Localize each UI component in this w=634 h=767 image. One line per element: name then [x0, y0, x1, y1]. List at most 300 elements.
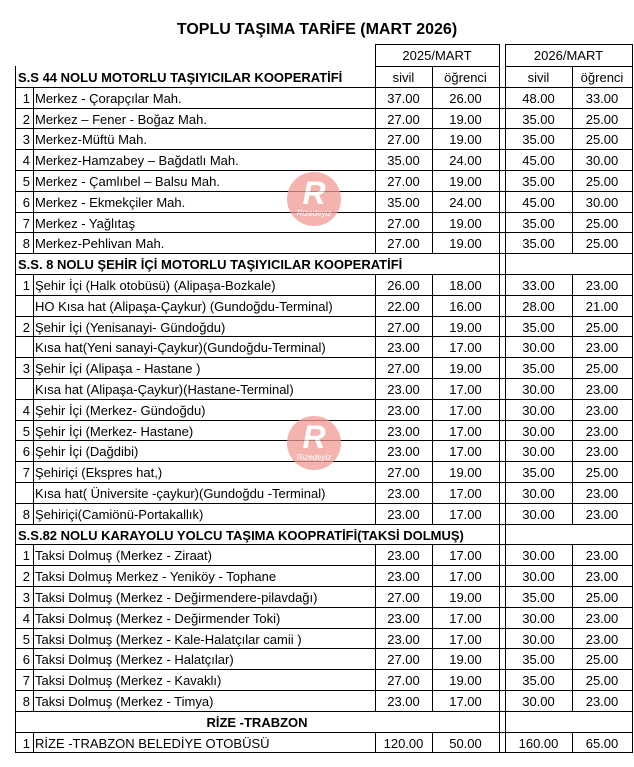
grid-line — [33, 336, 34, 357]
fare-2026-sivil: 35.00 — [522, 673, 555, 689]
grid-line — [505, 711, 506, 732]
fare-2025-sivil: 35.00 — [387, 153, 420, 169]
route-name: Şehiriçi(Camiönü-Portakallık) — [35, 506, 204, 522]
grid-line — [33, 316, 34, 337]
fare-2026-sivil: 30.00 — [522, 444, 555, 460]
column-sivil-header: sivil — [392, 70, 415, 85]
page-title: TOPLU TAŞIMA TARİFE (MART 2026) — [176, 21, 458, 38]
grid-line — [33, 586, 34, 607]
route-name: Merkez-Müftü Mah. — [35, 132, 147, 148]
grid-line — [33, 232, 34, 253]
fare-2026-sivil: 30.00 — [522, 402, 555, 418]
grid-line — [632, 732, 633, 753]
fare-2025-sivil: 27.00 — [387, 236, 420, 252]
fare-2026-ogrenci: 23.00 — [585, 340, 619, 356]
row-number: 4 — [22, 402, 30, 418]
grid-line — [15, 253, 16, 274]
grid-line — [499, 336, 500, 357]
fare-2026-sivil: 35.00 — [522, 319, 555, 335]
fare-2025-ogrenci: 17.00 — [449, 506, 482, 522]
route-name: Kısa hat( Üniversite -çaykur)(Gundoğdu -Terminal) — [35, 486, 326, 501]
row-line — [15, 295, 633, 296]
grid-line — [499, 669, 500, 690]
grid-line — [33, 170, 34, 191]
grid-line — [33, 149, 34, 170]
grid-line — [632, 461, 633, 482]
fare-2025-ogrenci: 19.00 — [449, 652, 482, 668]
grid-line — [632, 607, 633, 628]
row-line — [15, 503, 633, 504]
grid-line — [33, 274, 34, 295]
fare-2026-ogrenci: 23.00 — [585, 548, 619, 564]
fare-2025-ogrenci: 17.00 — [449, 631, 482, 647]
fare-2026-ogrenci: 25.00 — [585, 590, 619, 605]
fare-2025-sivil: 27.00 — [387, 132, 420, 148]
fare-2025-sivil: 27.00 — [387, 174, 420, 189]
grid-line — [499, 232, 500, 253]
route-name: Taksi Dolmuş (Merkez - Kale-Halatçılar camii ) — [35, 631, 302, 647]
grid-line — [499, 357, 500, 378]
fare-2025-sivil: 23.00 — [387, 569, 420, 585]
fare-2025-sivil: 23.00 — [387, 486, 420, 501]
grid-line — [632, 482, 633, 503]
grid-line — [632, 274, 633, 295]
fare-2026-sivil: 35.00 — [522, 652, 555, 668]
grid-line — [632, 232, 633, 253]
fare-2025-sivil: 120.00 — [383, 735, 424, 751]
fare-2026-sivil: 35.00 — [522, 111, 555, 127]
fare-2026-ogrenci: 23.00 — [585, 569, 619, 585]
grid-line — [632, 440, 633, 461]
grid-line — [499, 648, 500, 669]
route-name: Şehir İçi (Halk otobüsü) (Alipaşa-Bozkale) — [35, 278, 276, 293]
grid-line — [505, 524, 506, 545]
grid-line — [33, 357, 34, 378]
grid-line — [632, 149, 633, 170]
grid-line — [632, 690, 633, 711]
grid-line — [632, 503, 633, 524]
row-number: 8 — [22, 694, 30, 709]
row-number: 1 — [22, 90, 30, 106]
grid-line — [632, 128, 633, 149]
fare-2025-ogrenci: 18.00 — [449, 278, 482, 293]
row-number: 1 — [22, 735, 30, 751]
fare-2026-ogrenci: 25.00 — [585, 111, 619, 127]
fare-2026-ogrenci: 23.00 — [585, 486, 619, 501]
grid-line — [632, 378, 633, 399]
grid-line — [499, 399, 500, 420]
fare-2026-sivil: 35.00 — [522, 132, 555, 148]
grid-line — [632, 586, 633, 607]
grid-line — [499, 628, 500, 649]
grid-line — [632, 44, 633, 66]
route-name: Merkez - Çamlıbel – Balsu Mah. — [35, 174, 220, 189]
fare-2026-sivil: 33.00 — [522, 278, 555, 293]
grid-line — [499, 503, 500, 524]
grid-line — [33, 87, 34, 108]
grid-line — [499, 212, 500, 233]
fare-2025-sivil: 27.00 — [387, 590, 420, 605]
grid-line — [15, 66, 16, 87]
fare-2025-ogrenci: 16.00 — [449, 298, 482, 314]
row-number: 6 — [22, 444, 30, 460]
route-name: Taksi Dolmuş (Merkez - Kavaklı) — [35, 673, 222, 689]
fare-2025-ogrenci: 17.00 — [449, 444, 482, 460]
row-number: 7 — [22, 215, 30, 231]
grid-line — [499, 66, 500, 87]
route-name: Şehir İçi (Yenisanayi- Gündoğdu) — [35, 319, 226, 335]
grid-line — [499, 544, 500, 565]
fare-2025-ogrenci: 19.00 — [449, 132, 482, 148]
grid-line — [499, 170, 500, 191]
section-title: S.S 44 NOLU MOTORLU TAŞIYICILAR KOOPERATİFİ — [18, 70, 343, 85]
fare-2026-ogrenci: 23.00 — [585, 631, 619, 647]
grid-line — [33, 295, 34, 316]
fare-2026-ogrenci: 65.00 — [585, 735, 619, 751]
route-name: Kısa hat(Yeni sanayi-Çaykur)(Gundoğdu-Terminal) — [35, 340, 326, 356]
row-line — [15, 149, 633, 150]
row-line — [15, 607, 633, 608]
fare-2026-sivil: 30.00 — [522, 486, 555, 501]
row-number: 7 — [22, 673, 30, 689]
fare-2025-ogrenci: 17.00 — [449, 402, 482, 418]
fare-2025-ogrenci: 50.00 — [449, 735, 482, 751]
grid-line — [632, 648, 633, 669]
row-number: 8 — [22, 236, 30, 252]
fare-2026-sivil: 30.00 — [522, 382, 555, 397]
fare-2026-sivil: 30.00 — [522, 548, 555, 564]
grid-line — [499, 524, 500, 545]
grid-line — [33, 565, 34, 586]
fare-2025-ogrenci: 17.00 — [449, 548, 482, 564]
row-line — [15, 170, 633, 171]
fare-2025-ogrenci: 19.00 — [449, 236, 482, 252]
row-number: 4 — [22, 610, 30, 626]
row-line — [15, 648, 633, 649]
grid-line — [499, 316, 500, 337]
grid-line — [33, 690, 34, 711]
fare-2025-sivil: 27.00 — [387, 319, 420, 335]
fare-2025-sivil: 23.00 — [387, 548, 420, 564]
grid-line — [33, 108, 34, 129]
fare-2025-sivil: 27.00 — [387, 465, 420, 481]
grid-line — [33, 732, 34, 753]
grid-line — [499, 87, 500, 108]
grid-line — [632, 669, 633, 690]
fare-2026-sivil: 35.00 — [522, 236, 555, 252]
row-number: 5 — [22, 174, 30, 189]
fare-2025-ogrenci: 24.00 — [449, 194, 482, 210]
row-line — [15, 524, 633, 525]
grid-line — [632, 544, 633, 565]
route-name: Taksi Dolmuş Merkez - Yeniköy - Tophane — [35, 569, 277, 585]
fare-2026-sivil: 48.00 — [522, 90, 555, 106]
fare-2026-sivil: 45.00 — [522, 194, 555, 210]
row-number: 6 — [22, 652, 30, 668]
fare-2026-ogrenci: 25.00 — [585, 465, 619, 481]
fare-2026-ogrenci: 23.00 — [585, 423, 619, 439]
fare-2026-ogrenci: 25.00 — [585, 215, 619, 231]
fare-2025-ogrenci: 19.00 — [449, 673, 482, 689]
grid-line — [33, 607, 34, 628]
row-number: 5 — [22, 631, 30, 647]
row-number: 7 — [22, 465, 30, 481]
fare-2025-ogrenci: 17.00 — [449, 486, 482, 501]
row-number: 4 — [22, 153, 30, 169]
grid-line — [632, 357, 633, 378]
section-title: RİZE -TRABZON — [206, 714, 308, 730]
grid-line — [33, 440, 34, 461]
fare-2025-sivil: 23.00 — [387, 340, 420, 356]
row-line — [15, 253, 633, 254]
grid-line — [632, 108, 633, 129]
row-line — [15, 669, 633, 670]
fare-2025-ogrenci: 24.00 — [449, 153, 482, 169]
header-line — [505, 66, 633, 67]
route-name: Taksi Dolmuş (Merkez - Ziraat) — [35, 548, 212, 564]
fare-2025-sivil: 23.00 — [387, 382, 420, 397]
row-line — [15, 336, 633, 337]
grid-line — [15, 295, 16, 316]
period-2026-header: 2026/MART — [533, 48, 604, 63]
fare-2026-sivil: 45.00 — [522, 153, 555, 169]
fare-2025-sivil: 22.00 — [387, 298, 420, 314]
section-title: S.S.82 NOLU KARAYOLU YOLCU TAŞIMA KOOPRATİFİ(TAKSİ DOLMUŞ) — [18, 527, 464, 543]
fare-2026-ogrenci: 33.00 — [585, 90, 619, 106]
column-ogrenci-header: öğrenci — [444, 70, 487, 85]
grid-line — [499, 295, 500, 316]
route-name: Merkez-Pehlivan Mah. — [35, 236, 165, 252]
fare-2025-ogrenci: 19.00 — [449, 174, 482, 189]
route-name: Taksi Dolmuş (Merkez - Değirmender Toki) — [35, 610, 281, 626]
row-line — [15, 711, 633, 712]
fare-2025-ogrenci: 19.00 — [449, 361, 482, 377]
grid-line — [33, 628, 34, 649]
column-ogrenci-header: öğrenci — [580, 70, 624, 85]
watermark-letter: R — [302, 419, 326, 455]
watermark-logo — [287, 172, 341, 226]
grid-line — [632, 711, 633, 732]
row-line — [15, 482, 633, 483]
fare-2025-sivil: 23.00 — [387, 444, 420, 460]
fare-2025-ogrenci: 19.00 — [449, 111, 482, 127]
fare-2026-ogrenci: 23.00 — [585, 610, 619, 626]
route-name: Merkez-Hamzabey – Bağdatlı Mah. — [35, 153, 239, 169]
fare-2025-sivil: 27.00 — [387, 215, 420, 231]
route-name: HO Kısa hat (Alipaşa-Çaykur) (Gundoğdu-Terminal) — [35, 298, 333, 314]
fare-2026-ogrenci: 23.00 — [585, 444, 619, 460]
row-line — [15, 128, 633, 129]
fare-2026-sivil: 30.00 — [522, 631, 555, 647]
grid-line — [632, 420, 633, 441]
fare-2026-ogrenci: 21.00 — [585, 298, 619, 314]
grid-line — [499, 607, 500, 628]
watermark-text: Rizedeyiz — [296, 453, 332, 462]
fare-2026-sivil: 35.00 — [522, 590, 555, 605]
grid-line — [632, 212, 633, 233]
fare-2026-sivil: 28.00 — [522, 298, 555, 314]
route-name: Şehir İçi (Alipaşa - Hastane ) — [35, 361, 201, 377]
row-line — [15, 565, 633, 566]
fare-2025-sivil: 23.00 — [387, 402, 420, 418]
grid-line — [15, 524, 16, 545]
grid-line — [632, 87, 633, 108]
route-name: Merkez - Yağlıtaş — [35, 215, 135, 231]
fare-2026-sivil: 160.00 — [518, 735, 559, 751]
grid-line — [33, 648, 34, 669]
route-name: Taksi Dolmuş (Merkez - Halatçılar) — [35, 652, 234, 668]
grid-line — [632, 191, 633, 212]
fare-2026-sivil: 30.00 — [522, 694, 555, 709]
row-number: 1 — [22, 278, 30, 293]
grid-line — [499, 440, 500, 461]
grid-line — [33, 420, 34, 441]
watermark-text: Rizedeyiz — [296, 209, 332, 218]
row-number: 2 — [22, 111, 30, 127]
period-2025-header: 2025/MART — [402, 48, 472, 63]
grid-line — [499, 191, 500, 212]
grid-line — [499, 378, 500, 399]
row-line — [15, 108, 633, 109]
row-number: 2 — [22, 569, 30, 585]
fare-2026-ogrenci: 23.00 — [585, 506, 619, 522]
grid-line — [33, 461, 34, 482]
grid-line — [632, 253, 633, 274]
grid-line — [33, 191, 34, 212]
fare-2026-sivil: 30.00 — [522, 610, 555, 626]
grid-line — [33, 378, 34, 399]
grid-line — [632, 170, 633, 191]
fare-2026-ogrenci: 25.00 — [585, 361, 619, 377]
section-title: S.S. 8 NOLU ŞEHİR İÇİ MOTORLU TAŞIYICILAR KOOPERATİFİ — [18, 257, 403, 273]
fare-2025-sivil: 37.00 — [387, 90, 420, 106]
section-line — [15, 274, 633, 275]
route-name: Şehir İçi (Dağdibi) — [35, 444, 139, 460]
fare-2025-sivil: 23.00 — [387, 610, 420, 626]
fare-2025-ogrenci: 19.00 — [449, 465, 482, 481]
route-name: Şehir İçi (Merkez- Gündoğdu) — [35, 402, 206, 418]
fare-2026-ogrenci: 25.00 — [585, 132, 619, 148]
fare-2025-ogrenci: 17.00 — [449, 340, 482, 356]
grid-line — [499, 565, 500, 586]
fare-2026-sivil: 30.00 — [522, 423, 555, 439]
row-number: 3 — [22, 361, 30, 377]
fare-2026-sivil: 35.00 — [522, 361, 555, 377]
row-line — [15, 628, 633, 629]
fare-2026-sivil: 30.00 — [522, 506, 555, 522]
route-name: RİZE -TRABZON BELEDİYE OTOBÜSÜ — [35, 735, 270, 751]
header-line — [375, 44, 500, 45]
grid-line — [33, 482, 34, 503]
route-name: Kısa hat (Alipaşa-Çaykur)(Hastane-Terminal) — [35, 382, 294, 397]
fare-2025-sivil: 27.00 — [387, 673, 420, 689]
fare-2026-ogrenci: 23.00 — [585, 278, 619, 293]
fare-2025-sivil: 27.00 — [387, 111, 420, 127]
grid-line — [499, 732, 500, 753]
grid-line — [632, 66, 633, 87]
route-name: Taksi Dolmuş (Merkez - Timya) — [35, 694, 214, 709]
fare-2026-ogrenci: 30.00 — [585, 153, 619, 169]
section-line — [15, 87, 633, 88]
grid-line — [632, 399, 633, 420]
header-line — [375, 66, 500, 67]
row-number: 1 — [22, 548, 30, 564]
fare-2025-ogrenci: 26.00 — [449, 90, 482, 106]
row-number: 3 — [22, 132, 30, 148]
fare-2025-sivil: 27.00 — [387, 361, 420, 377]
row-line — [15, 690, 633, 691]
column-sivil-header: sivil — [527, 70, 550, 85]
grid-line — [33, 503, 34, 524]
fare-2025-sivil: 23.00 — [387, 631, 420, 647]
fare-2025-sivil: 23.00 — [387, 423, 420, 439]
route-name: Merkez – Fener - Boğaz Mah. — [35, 111, 207, 127]
grid-line — [33, 669, 34, 690]
row-number: 3 — [22, 590, 30, 605]
fare-2025-sivil: 26.00 — [387, 278, 420, 293]
grid-line — [499, 149, 500, 170]
fare-2026-sivil: 30.00 — [522, 569, 555, 585]
row-line — [15, 232, 633, 233]
row-line — [15, 752, 633, 753]
route-name: Şehir İçi (Merkez- Hastane) — [35, 423, 194, 439]
fare-2026-sivil: 30.00 — [522, 340, 555, 356]
fare-2026-ogrenci: 25.00 — [585, 319, 619, 335]
row-line — [15, 316, 633, 317]
grid-line — [15, 336, 16, 357]
route-name: Merkez - Ekmekçiler Mah. — [35, 194, 186, 210]
grid-line — [632, 628, 633, 649]
row-line — [15, 378, 633, 379]
grid-line — [33, 544, 34, 565]
fare-2026-sivil: 35.00 — [522, 465, 555, 481]
grid-line — [499, 690, 500, 711]
fare-2025-sivil: 23.00 — [387, 506, 420, 522]
grid-line — [499, 108, 500, 129]
header-line — [505, 44, 633, 45]
fare-2026-ogrenci: 25.00 — [585, 236, 619, 252]
row-number: 8 — [22, 506, 30, 522]
watermark-logo — [287, 416, 341, 470]
fare-2026-ogrenci: 23.00 — [585, 694, 619, 709]
fare-2026-ogrenci: 25.00 — [585, 174, 619, 189]
grid-line — [632, 524, 633, 545]
fare-2025-ogrenci: 17.00 — [449, 610, 482, 626]
row-line — [15, 357, 633, 358]
fare-2025-sivil: 35.00 — [387, 194, 420, 210]
grid-line — [499, 253, 500, 274]
row-number: 5 — [22, 423, 30, 439]
grid-line — [632, 336, 633, 357]
grid-line — [33, 212, 34, 233]
fare-2026-ogrenci: 23.00 — [585, 402, 619, 418]
grid-line — [499, 44, 500, 66]
fare-2025-ogrenci: 19.00 — [449, 590, 482, 605]
grid-line — [632, 565, 633, 586]
grid-line — [499, 461, 500, 482]
grid-line — [505, 253, 506, 274]
fare-2026-ogrenci: 25.00 — [585, 652, 619, 668]
fare-2026-ogrenci: 23.00 — [585, 382, 619, 397]
fare-2025-sivil: 27.00 — [387, 652, 420, 668]
fare-2025-ogrenci: 17.00 — [449, 569, 482, 585]
grid-line — [632, 295, 633, 316]
row-number: 2 — [22, 319, 30, 335]
grid-line — [499, 711, 500, 732]
grid-line — [499, 274, 500, 295]
route-name: Şehiriçi (Ekspres hat,) — [35, 465, 163, 481]
fare-2026-sivil: 35.00 — [522, 174, 555, 189]
